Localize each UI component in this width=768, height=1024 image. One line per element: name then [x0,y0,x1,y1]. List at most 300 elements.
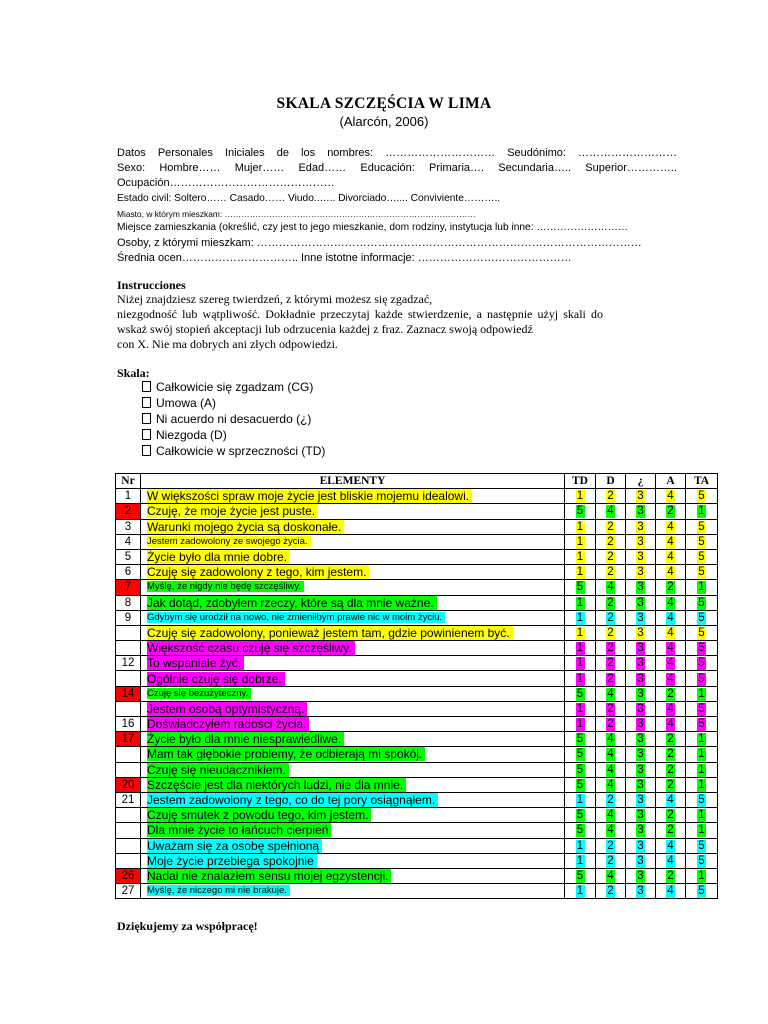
score-value: 2 [607,520,614,533]
answer-cell[interactable] [626,732,656,747]
answer-cell[interactable] [626,504,656,519]
score-value: 3 [637,672,644,685]
answer-cell[interactable] [565,732,596,747]
answer-cell[interactable] [626,853,656,868]
answer-cell[interactable] [596,701,626,716]
row-statement: Nadal nie znalazłem sensu mojej egzystencji. [147,869,391,883]
answer-cell[interactable] [626,884,656,899]
answer-cell[interactable] [656,610,686,625]
answer-cell[interactable] [656,717,686,732]
score-value: 4 [607,763,614,776]
score-value: 3 [637,505,644,518]
score-value: 3 [637,718,644,731]
score-value: 5 [576,824,584,837]
answer-cell[interactable] [596,792,626,807]
answer-cell[interactable] [656,504,686,519]
row-statement-cell [141,838,565,853]
answer-cell[interactable] [565,868,596,883]
score-value: 2 [607,672,614,685]
answer-cell[interactable] [656,808,686,823]
answer-cell[interactable] [596,671,626,686]
row-statement: Czuję się zadowolony z tego, kim jestem. [147,565,369,579]
score-value: 2 [607,596,614,609]
score-value: 3 [637,885,644,898]
answer-cell[interactable] [656,823,686,838]
row-number [116,671,141,686]
row-statement: Uważam się za osobę spełnioną [147,839,322,853]
answer-cell[interactable] [596,641,626,656]
document-subtitle: (Alarcón, 2006) [339,114,429,129]
header-neutral: ¿ [626,474,656,489]
score-value: 5 [698,490,705,503]
answer-cell[interactable] [626,747,656,762]
row-number [116,823,141,838]
answer-cell[interactable] [686,641,718,656]
score-value: 3 [637,551,644,564]
answer-cell[interactable] [565,808,596,823]
score-value: 2 [667,581,674,594]
answer-cell[interactable] [686,701,718,716]
answer-cell[interactable] [626,610,656,625]
score-value: 2 [667,778,674,791]
answer-cell[interactable] [626,777,656,792]
answer-cell[interactable] [686,777,718,792]
answer-cell[interactable] [626,717,656,732]
score-value: 2 [607,566,614,579]
score-value: 3 [637,566,644,579]
score-value: 5 [698,794,705,807]
table-row [116,534,718,549]
checkbox-icon [142,413,151,424]
score-value: 1 [576,642,584,655]
score-value: 5 [576,748,584,761]
scale-option-label: Umowa (A) [156,396,217,410]
answer-cell[interactable] [596,853,626,868]
row-statement: Gdybym się urodził na nowo, nie zmieniłbym prawie nic w moim życiu. [147,612,445,623]
answer-cell[interactable] [596,777,626,792]
answer-cell[interactable] [656,853,686,868]
table-row [116,504,718,519]
answer-cell[interactable] [565,595,596,610]
score-value: 4 [667,626,674,639]
personal-data-line-1: Datos Personales Iniciales de los nombres: ………………………… Seudónimo: ……………………… [117,147,677,159]
answer-cell[interactable] [565,686,596,701]
answer-cell[interactable] [596,595,626,610]
scale-option-2 [142,396,216,410]
row-statement-cell [141,519,565,534]
row-statement-cell [141,656,565,671]
answer-cell[interactable] [596,504,626,519]
score-value: 5 [576,733,584,746]
table-row [116,747,718,762]
answer-cell[interactable] [565,777,596,792]
answer-cell[interactable] [565,641,596,656]
score-value: 5 [576,869,584,882]
answer-cell[interactable] [686,580,718,595]
row-statement-cell [141,686,565,701]
answer-cell[interactable] [565,549,596,564]
row-statement-cell [141,671,565,686]
personal-data-line-3: Ocupación……………………………………… [117,177,335,189]
row-statement: Warunki mojego życia są doskonałe. [147,520,344,534]
answer-cell[interactable] [686,686,718,701]
row-number: 9 [116,610,141,625]
row-statement-cell [141,701,565,716]
score-value: 4 [667,794,674,807]
scale-option-4 [142,428,227,442]
answer-cell[interactable] [626,671,656,686]
row-statement: Myślę, że niczego mi nie brakuje. [147,885,290,896]
answer-cell[interactable] [626,686,656,701]
answer-cell[interactable] [596,610,626,625]
answer-cell[interactable] [656,641,686,656]
row-statement: Czuję się zadowolony, ponieważ jestem tam, gdzie powinienem być. [147,626,513,640]
answer-cell[interactable] [626,656,656,671]
answer-cell[interactable] [686,610,718,625]
score-value: 1 [698,763,705,776]
row-statement-cell [141,580,565,595]
row-statement: Życie było dla mnie dobre. [147,550,290,564]
score-value: 2 [667,687,674,700]
row-statement-cell [141,534,565,549]
score-value: 5 [698,535,705,548]
answer-cell[interactable] [596,884,626,899]
answer-cell[interactable] [656,884,686,899]
score-value: 4 [607,505,614,518]
answer-cell[interactable] [626,808,656,823]
answer-cell[interactable] [686,792,718,807]
answer-cell[interactable] [656,868,686,883]
answer-cell[interactable] [686,565,718,580]
row-statement-cell [141,792,565,807]
answer-cell[interactable] [686,747,718,762]
answer-cell[interactable] [656,686,686,701]
score-value: 4 [667,839,674,852]
answer-cell[interactable] [596,868,626,883]
row-statement-cell [141,641,565,656]
row-statement-cell [141,625,565,640]
table-row [116,808,718,823]
answer-cell[interactable] [626,762,656,777]
score-value: 4 [667,566,674,579]
questionnaire-table [115,473,718,899]
answer-cell[interactable] [565,671,596,686]
score-value: 5 [698,839,705,852]
personal-data-line-5: Miasto, w którym mieszkam: ……………………………………………………………………………… [117,209,476,219]
answer-cell[interactable] [686,595,718,610]
scale-heading: Skala: [117,366,150,380]
answer-cell[interactable] [596,625,626,640]
answer-cell[interactable] [656,534,686,549]
table-row [116,610,718,625]
row-statement-cell [141,717,565,732]
answer-cell[interactable] [686,534,718,549]
score-value: 2 [667,809,674,822]
answer-cell[interactable] [565,762,596,777]
answer-cell[interactable] [686,732,718,747]
row-statement-cell [141,762,565,777]
answer-cell[interactable] [626,549,656,564]
answer-cell[interactable] [656,489,686,504]
table-row [116,489,718,504]
row-statement-cell [141,747,565,762]
scale-option-label: Niezgoda (D) [156,428,227,442]
answer-cell[interactable] [565,701,596,716]
row-statement: Czuję smutek z powodu tego, kim jestem. [147,808,371,822]
header-nr: Nr [116,474,141,489]
score-value: 5 [698,611,705,624]
answer-cell[interactable] [656,838,686,853]
row-statement: Jestem osobą optymistyczną. [147,702,307,716]
answer-cell[interactable] [626,838,656,853]
answer-cell[interactable] [565,625,596,640]
answer-cell[interactable] [626,823,656,838]
row-statement-cell [141,884,565,899]
personal-data-line-6: Miejsce zamieszkania (określić, czy jest to jego mieszkanie, dom rodziny, instytucja lub inne: ……………………… [117,222,629,233]
document-title: SKALA SZCZĘŚCIA W LIMA [276,95,492,112]
answer-cell[interactable] [565,534,596,549]
answer-cell[interactable] [565,717,596,732]
row-number: 4 [116,534,141,549]
answer-cell[interactable] [596,717,626,732]
answer-cell[interactable] [565,504,596,519]
score-value: 3 [637,824,644,837]
score-value: 4 [607,687,614,700]
score-value: 2 [667,733,674,746]
answer-cell[interactable] [686,762,718,777]
table-row [116,792,718,807]
row-number [116,641,141,656]
score-value: 2 [607,611,614,624]
score-value: 4 [667,596,674,609]
score-value: 4 [667,551,674,564]
score-value: 3 [637,520,644,533]
table-row [116,549,718,564]
answer-cell[interactable] [565,884,596,899]
answer-cell[interactable] [686,884,718,899]
score-value: 2 [607,642,614,655]
answer-cell[interactable] [686,823,718,838]
answer-cell[interactable] [656,671,686,686]
answer-cell[interactable] [686,717,718,732]
table-row [116,732,718,747]
header-td: TD [565,474,596,489]
answer-cell[interactable] [626,625,656,640]
answer-cell[interactable] [686,868,718,883]
answer-cell[interactable] [626,519,656,534]
answer-cell[interactable] [565,565,596,580]
table-row [116,823,718,838]
answer-cell[interactable] [596,534,626,549]
score-value: 2 [607,794,614,807]
score-value: 3 [637,687,644,700]
scale-option-label: Ni acuerdo ni desacuerdo (¿) [156,412,312,426]
score-value: 3 [637,596,644,609]
row-number [116,762,141,777]
answer-cell[interactable] [596,823,626,838]
answer-cell[interactable] [626,595,656,610]
score-value: 4 [667,885,674,898]
answer-cell[interactable] [656,762,686,777]
answer-cell[interactable] [656,549,686,564]
answer-cell[interactable] [565,838,596,853]
answer-cell[interactable] [656,656,686,671]
header-d: D [596,474,626,489]
instructions-line-4: con X. Nie ma dobrych ani złych odpowiedzi. [117,337,338,351]
answer-cell[interactable] [565,610,596,625]
row-statement: Życie było dla mnie niesprawiedliwe. [147,732,344,746]
row-number: 20 [116,777,141,792]
row-number: 7 [116,580,141,595]
answer-cell[interactable] [656,580,686,595]
answer-cell[interactable] [656,595,686,610]
scale-option-label: Całkowicie w sprzeczności (TD) [156,444,326,458]
answer-cell[interactable] [596,489,626,504]
answer-cell[interactable] [565,489,596,504]
row-statement: W większości spraw moje życie jest bliskie mojemu idealowi. [147,489,472,503]
answer-cell[interactable] [596,686,626,701]
answer-cell[interactable] [565,580,596,595]
table-row [116,671,718,686]
row-statement: Myślę, że nigdy nie będę szczęśliwy. [147,581,304,592]
score-value: 1 [576,718,584,731]
answer-cell[interactable] [686,549,718,564]
score-value: 3 [637,702,644,715]
score-value: 5 [698,854,705,867]
row-number: 17 [116,732,141,747]
row-number [116,625,141,640]
answer-cell[interactable] [565,792,596,807]
answer-cell[interactable] [596,762,626,777]
row-number: 26 [116,868,141,883]
score-value: 1 [576,794,584,807]
answer-cell[interactable] [626,565,656,580]
answer-cell[interactable] [626,489,656,504]
row-statement: Jak dotąd, zdobyłem rzeczy, które są dla mnie ważne. [147,596,437,610]
answer-cell[interactable] [656,625,686,640]
score-value: 3 [637,778,644,791]
answer-cell[interactable] [626,534,656,549]
row-statement-cell [141,504,565,519]
score-value: 1 [698,505,705,518]
row-number [116,747,141,762]
score-value: 4 [607,733,614,746]
table-row [116,762,718,777]
answer-cell[interactable] [686,519,718,534]
answer-cell[interactable] [565,519,596,534]
score-value: 4 [667,611,674,624]
answer-cell[interactable] [565,823,596,838]
answer-cell[interactable] [596,838,626,853]
score-value: 1 [698,809,705,822]
score-value: 1 [576,626,584,639]
answer-cell[interactable] [596,519,626,534]
answer-cell[interactable] [686,656,718,671]
row-number: 12 [116,656,141,671]
row-statement-cell [141,565,565,580]
answer-cell[interactable] [596,549,626,564]
personal-data-line-2: Sexo: Hombre…… Mujer…… Edad…… Educación: Primaria…. Secundaria….. Superior………….. [117,162,677,174]
checkbox-icon [142,445,151,456]
instructions-heading: Instrucciones [117,278,186,292]
answer-cell[interactable] [656,565,686,580]
score-value: 2 [667,763,674,776]
answer-cell[interactable] [656,701,686,716]
score-value: 2 [607,551,614,564]
score-value: 3 [637,535,644,548]
answer-cell[interactable] [656,732,686,747]
answer-cell[interactable] [656,747,686,762]
answer-cell[interactable] [686,808,718,823]
personal-data-line-4: Estado civil: Soltero…… Casado…… Viudo..….. Divorciado….... Conviviente……….. [117,193,501,204]
answer-cell[interactable] [596,808,626,823]
answer-cell[interactable] [656,777,686,792]
score-value: 5 [698,566,705,579]
answer-cell[interactable] [686,504,718,519]
score-value: 3 [637,581,644,594]
row-statement-cell [141,823,565,838]
answer-cell[interactable] [626,701,656,716]
score-value: 1 [576,596,584,609]
row-statement: Doświadczyłem radości życia. [147,717,309,731]
score-value: 5 [698,672,705,685]
score-value: 3 [637,763,644,776]
answer-cell[interactable] [686,838,718,853]
answer-cell[interactable] [686,489,718,504]
row-statement: Moje życie przebiega spokojnie [147,854,317,868]
score-value: 5 [698,718,705,731]
score-value: 1 [698,748,705,761]
row-statement: Jestem zadowolony ze swojego życia. [147,536,311,547]
score-value: 4 [607,824,614,837]
table-body [116,489,718,899]
answer-cell[interactable] [626,641,656,656]
answer-cell[interactable] [626,792,656,807]
answer-cell[interactable] [686,671,718,686]
table-row [116,868,718,883]
row-number: 6 [116,565,141,580]
table-row [116,595,718,610]
row-statement-cell [141,808,565,823]
answer-cell[interactable] [626,580,656,595]
score-value: 5 [698,551,705,564]
answer-cell[interactable] [686,853,718,868]
answer-cell[interactable] [565,747,596,762]
score-value: 2 [607,885,614,898]
answer-cell[interactable] [596,732,626,747]
score-value: 1 [698,687,705,700]
answer-cell[interactable] [596,580,626,595]
score-value: 1 [576,520,584,533]
score-value: 5 [576,778,584,791]
answer-cell[interactable] [656,519,686,534]
answer-cell[interactable] [596,747,626,762]
score-value: 4 [607,778,614,791]
answer-cell[interactable] [565,656,596,671]
answer-cell[interactable] [565,853,596,868]
answer-cell[interactable] [596,656,626,671]
score-value: 4 [607,748,614,761]
answer-cell[interactable] [596,565,626,580]
row-statement-cell [141,853,565,868]
score-value: 5 [576,581,584,594]
score-value: 5 [576,763,584,776]
answer-cell[interactable] [656,792,686,807]
answer-cell[interactable] [626,868,656,883]
answer-cell[interactable] [686,625,718,640]
score-value: 1 [576,490,584,503]
score-value: 3 [637,809,644,822]
